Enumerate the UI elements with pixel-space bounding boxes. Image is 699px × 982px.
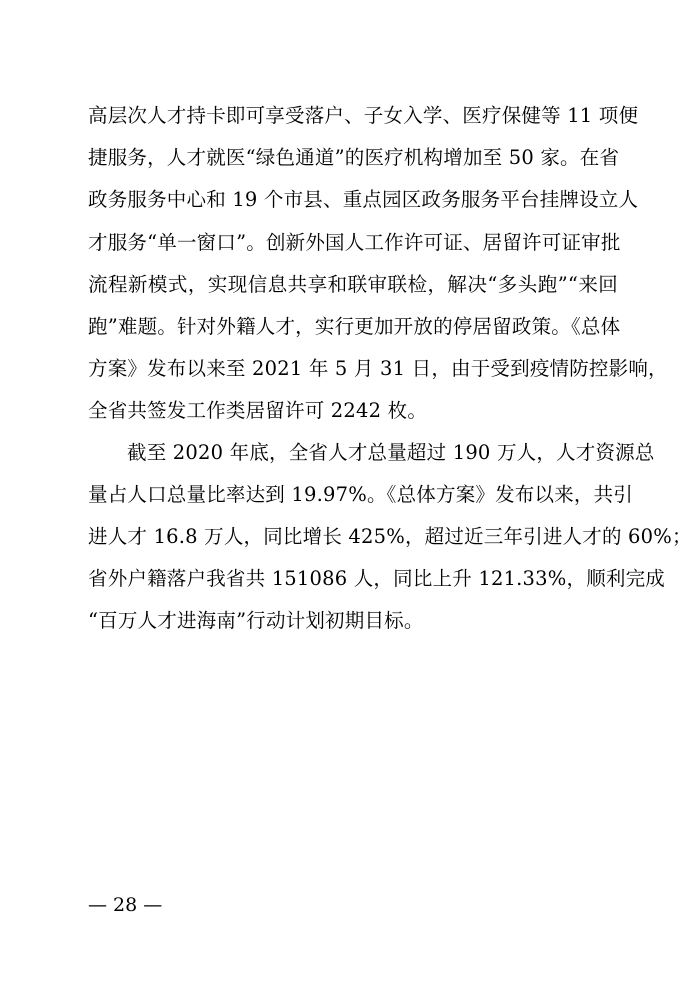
- text-line: 省外户籍落户我省共 151086 人，同比上升 121.33%，顺利完成: [88, 567, 665, 590]
- page-number: — 28 —: [88, 894, 163, 916]
- text-line: 跑”难题。针对外籍人才，实行更加开放的停居留政策。《总体: [88, 315, 621, 338]
- text-line: 高层次人才持卡即可享受落户、子女入学、医疗保健等 11 项便: [88, 104, 639, 127]
- text-line: 全省共签发工作类居留许可 2242 枚。: [88, 399, 428, 422]
- text-line: 政务服务中心和 19 个市县、重点园区政务服务平台挂牌设立人: [88, 188, 639, 211]
- text-line: 流程新模式，实现信息共享和联审联检，解决“多头跑”“来回: [88, 273, 618, 296]
- text-line: 进人才 16.8 万人，同比增长 425%，超过近三年引进人才的 60%；: [88, 525, 692, 548]
- text-line: 才服务“单一窗口”。创新外国人工作许可证、居留许可证审批: [88, 231, 621, 254]
- text-line: “百万人才进海南”行动计划初期目标。: [88, 609, 424, 632]
- text-line: 方案》发布以来至 2021 年 5 月 31 日，由于受到疫情防控影响，: [88, 357, 668, 380]
- text-line: 截至 2020 年底，全省人才总量超过 190 万人，人才资源总: [127, 441, 655, 464]
- text-line: 捷服务，人才就医“绿色通道”的医疗机构增加至 50 家。在省: [88, 146, 620, 169]
- text-line: 量占人口总量比率达到 19.97%。《总体方案》发布以来，共引: [88, 483, 634, 506]
